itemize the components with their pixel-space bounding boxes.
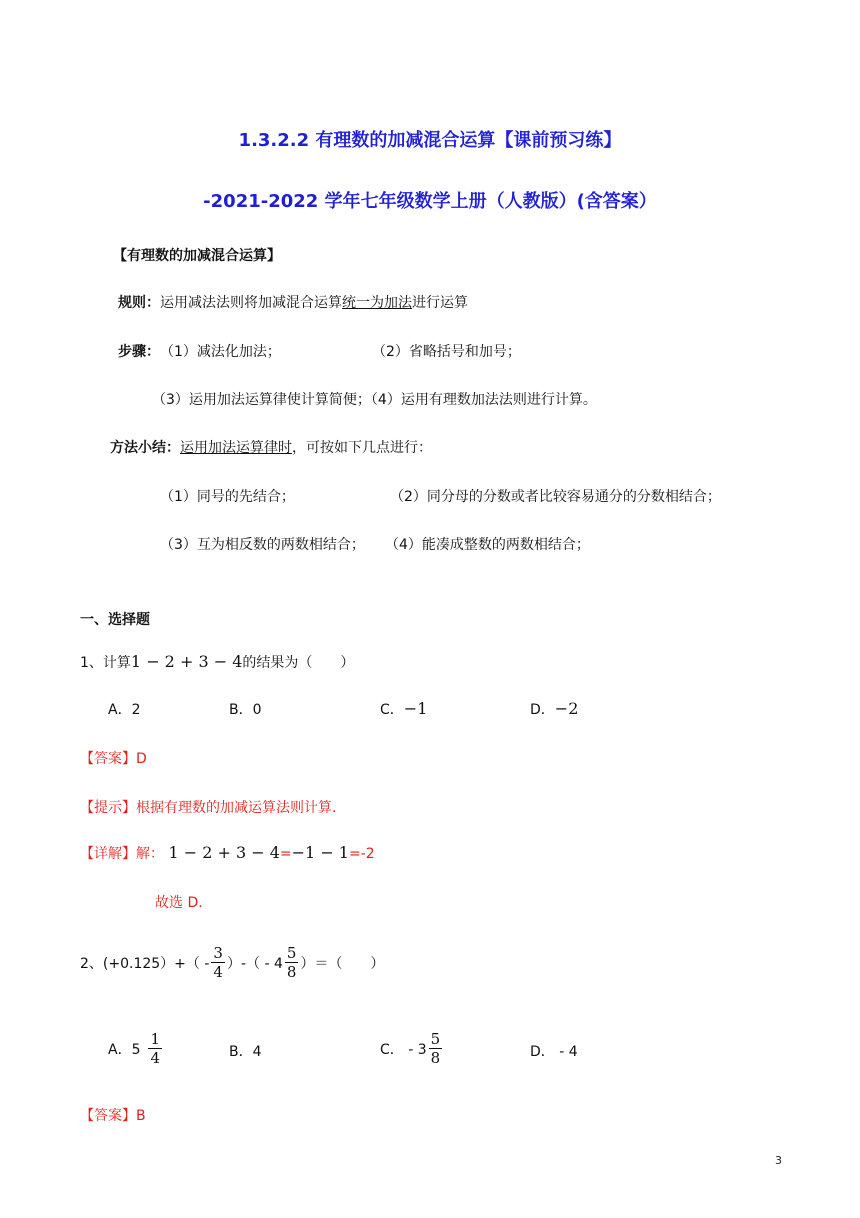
- q1-conclusion: 故选 D.: [155, 895, 203, 911]
- document-title-line-1: 1.3.2.2 有理数的加减混合运算【课前预习练】: [238, 130, 622, 151]
- q1-detail-result: =-2: [348, 846, 375, 862]
- q2-answer-label: 【答案】: [80, 1108, 136, 1124]
- rule-text-part-1: 运用减法法则将加减混合运算: [160, 295, 342, 311]
- q2-option-a-label: A．5: [108, 1041, 141, 1058]
- q2-suffix: ）＝（ ）: [300, 955, 385, 972]
- q1-option-a-label: A．: [108, 702, 132, 718]
- q2-option-c-numerator: 5: [430, 1030, 441, 1048]
- q1-option-d: [530, 699, 578, 719]
- q2-fraction-1: [211, 944, 225, 981]
- q2-option-c-denominator: 8: [430, 1049, 441, 1067]
- steps-label: 步骤：: [118, 344, 160, 360]
- question-2: [80, 944, 384, 981]
- q1-option-a-value: 2: [131, 702, 141, 718]
- q2-fraction-1-numerator: 3: [213, 944, 223, 962]
- q2-middle: ）-（ - 4: [226, 955, 283, 972]
- q1-hint-text: 根据有理数的加减运算法则计算.: [136, 800, 337, 816]
- q1-option-c-value: −1: [403, 699, 428, 718]
- q1-prefix: 1、计算: [80, 655, 131, 671]
- q2-prefix: 2、(+0.125）+（ -: [80, 955, 210, 972]
- q1-option-c-label: C．: [380, 702, 404, 718]
- q2-answer: [80, 1105, 146, 1125]
- q1-option-c: [380, 699, 427, 719]
- q1-option-a: [108, 699, 141, 719]
- q1-detail-equals-1: =: [279, 846, 292, 862]
- q1-option-d-label: D．: [530, 702, 555, 718]
- q1-detail: [80, 843, 375, 863]
- q1-answer: [80, 748, 147, 768]
- q1-option-d-value: −2: [554, 699, 579, 718]
- method-line: [110, 437, 432, 457]
- q1-detail-label: 【详解】: [80, 846, 136, 862]
- q1-option-b: [229, 699, 262, 719]
- steps-3-4: （3）运用加法运算律使计算简便；（4）运用有理数加法法则进行计算。: [152, 392, 597, 408]
- rule-label: 规则：: [118, 295, 160, 311]
- q1-hint: [80, 797, 336, 817]
- method-label: 方法小结：: [110, 440, 180, 456]
- q1-answer-label: 【答案】: [80, 751, 136, 767]
- q2-option-a-denominator: 4: [150, 1049, 161, 1067]
- knowledge-heading: 【有理数的加减混合运算】: [113, 248, 281, 264]
- rule-text-underlined: 统一为加法: [342, 295, 412, 311]
- q2-option-a-numerator: 1: [150, 1030, 161, 1048]
- q2-option-a-fraction: [148, 1030, 162, 1067]
- q1-option-b-value: 0: [252, 702, 262, 718]
- method-point-4: （4）能凑成整数的两数相结合；: [385, 537, 590, 553]
- question-1: [80, 652, 354, 672]
- document-title-line-2: -2021-2022 学年七年级数学上册（人教版）(含答案）: [203, 191, 657, 212]
- step-2: （2）省略括号和加号；: [372, 344, 521, 360]
- rule-text-part-2: 进行运算: [412, 295, 468, 311]
- q2-fraction-2-numerator: 5: [286, 944, 297, 962]
- q2-option-c: [380, 1030, 444, 1067]
- rule-line: [118, 292, 468, 312]
- q2-option-a: [108, 1030, 164, 1067]
- q2-option-c-fraction: [429, 1030, 443, 1067]
- q1-detail-prefix: 解：: [136, 846, 164, 862]
- q1-suffix: 的结果为（ ）: [242, 655, 355, 671]
- method-text: ，可按如下几点进行：: [292, 440, 432, 456]
- section-heading: 一、选择题: [80, 612, 150, 628]
- step-1: （1）减法化加法；: [160, 344, 281, 360]
- q1-detail-middle: −1 − 1: [291, 843, 349, 862]
- q1-answer-value: D: [136, 751, 147, 767]
- q1-detail-expression: 1 − 2 + 3 − 4: [168, 843, 280, 862]
- page-number: 3: [775, 1154, 782, 1167]
- q2-fraction-1-denominator: 4: [213, 963, 223, 981]
- q1-expression: 1 − 2 + 3 − 4: [130, 652, 243, 671]
- q2-option-d: D． - 4: [530, 1044, 578, 1060]
- method-underlined: 运用加法运算律时: [180, 440, 292, 456]
- q2-option-b: B．4: [229, 1044, 262, 1060]
- q1-hint-label: 【提示】: [80, 800, 136, 816]
- q2-fraction-2-denominator: 8: [286, 963, 297, 981]
- method-point-3: （3）互为相反数的两数相结合；: [160, 537, 365, 553]
- q2-fraction-2: [285, 944, 299, 981]
- method-point-1: （1）同号的先结合；: [160, 489, 295, 505]
- q2-answer-value: B: [136, 1108, 146, 1124]
- q2-option-c-label: C． - 3: [380, 1041, 427, 1058]
- q1-option-b-label: B．: [229, 702, 253, 718]
- method-point-2: （2）同分母的分数或者比较容易通分的分数相结合；: [390, 489, 721, 505]
